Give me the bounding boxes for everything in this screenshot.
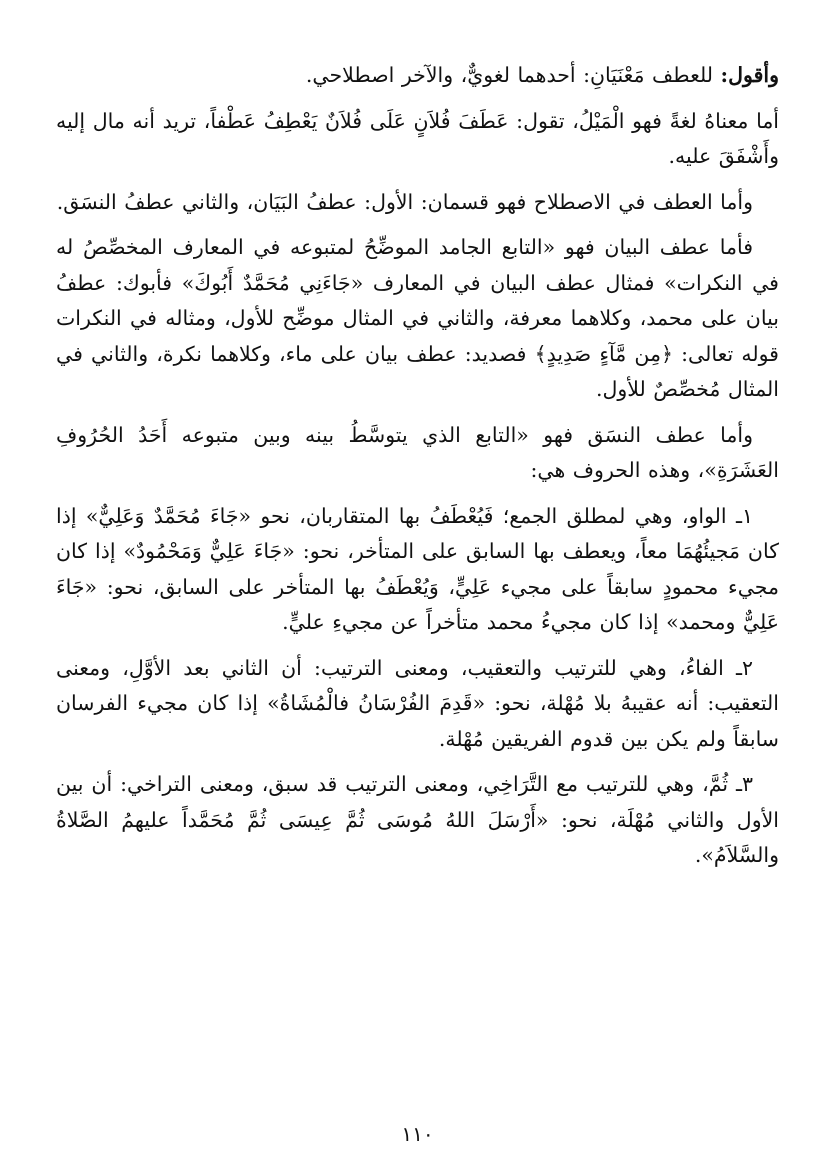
paragraph-waw (56, 499, 779, 641)
paragraph-text: ٢ـ الفاءُ، وهي للترتيب والتعقيب، ومعنى الترتيب: أن الثاني بعد الأوَّلِ، ومعنى التعقيب: أنه عقيبهُ بلا مُهْلة، نحو: «قَدِمَ الفُرْسَانُ فالْمُشَاةُ» إذا كان مجيء الفرسان سابقاً ولم يكن بين قدوم الفريقين مُهْلة. (56, 655, 779, 751)
page-number: ١١٠ (401, 1122, 434, 1146)
paragraph-fa (56, 651, 779, 758)
paragraph-thumma (56, 767, 779, 874)
paragraph-text: أما معناهُ لغةً فهو الْمَيْلُ، تقول: عَطَفَ فُلاَنٍ عَلَى فُلاَنٌ يَعْطِفُ عَطْفاً، تريد أنه مال إليه وأَشْفَقَ عليه. (56, 108, 779, 168)
paragraph-text: للعطف مَعْنَيَانِ: أحدهما لغويٌّ، والآخر اصطلاحي. (305, 63, 721, 87)
paragraph-text: ٣ـ ثُمَّ، وهي للترتيب مع التَّرَاخِي، ومعنى الترتيب قد سبق، ومعنى التراخي: أن بين الأول والثاني مُهْلَة، نحو: «أَرْسَلَ اللهُ مُوسَى ثُمَّ عِيسَى ثُمَّ مُحَمَّداً عليهمُ الصَّلاةُ والسَّلاَمُ». (56, 772, 779, 867)
paragraph-technical-meaning (56, 185, 779, 221)
paragraph-text: وأما عطف النسَق فهو «التابع الذي يتوسَّطُ بينه وبين متبوعه أَحَدُ الحُرُوفِ العَشَرَةِ»، وهذه الحروف هي: (56, 422, 779, 482)
paragraph-linguistic-meaning (56, 104, 779, 175)
paragraph-intro (56, 58, 779, 94)
paragraph-text: فأما عطف البيان فهو «التابع الجامد الموضِّحُ لمتبوعه في المعارف المخصِّصُ له في النكرات» فمثال عطف البيان في المعارف «جَاءَنِي مُحَمَّدٌ أَبُوكَ» فأبوك: عطفُ بيان على محمد، وكلاهما معرفة، والثاني في المثال موضِّح للأول، ومثاله في النكرات قوله تعالى: ﴿مِن مَّآءٍ صَدِيدٍ﴾ فصديد: عطف بيان على ماء، وكلاهما نكرة، والثاني في المثال مُخصِّصٌ للأول. (56, 235, 779, 401)
paragraph-text: وأما العطف في الاصطلاح فهو قسمان: الأول: عطفُ البَيَان، والثاني عطفُ النسَق. (56, 189, 753, 214)
paragraph-lead: وأقول: (720, 63, 779, 87)
paragraph-atf-bayan (56, 230, 779, 408)
paragraph-atf-nasaq (56, 418, 779, 489)
paragraph-text: ١ـ الواو، وهي لمطلق الجمع؛ فَيُعْطَفُ بها المتقاربان، نحو «جَاءَ مُحَمَّدٌ وَعَلِيٌّ» إذا كان مَجيئُهُمَا معاً، ويعطف بها السابق على المتأخر، نحو: «جَاءَ عَلِيٌّ وَمَحْمُودٌ» إذا كان مجيء محمودٍ سابقاً على مجيء عَلِيٍّ، وَيُعْطَفُ بها المتأخر على السابق، نحو: «جَاءَ عَلِيٌّ ومحمد» إذا كان مجيءُ محمد متأخراً عن مجيءِ عليٍّ. (56, 503, 779, 634)
